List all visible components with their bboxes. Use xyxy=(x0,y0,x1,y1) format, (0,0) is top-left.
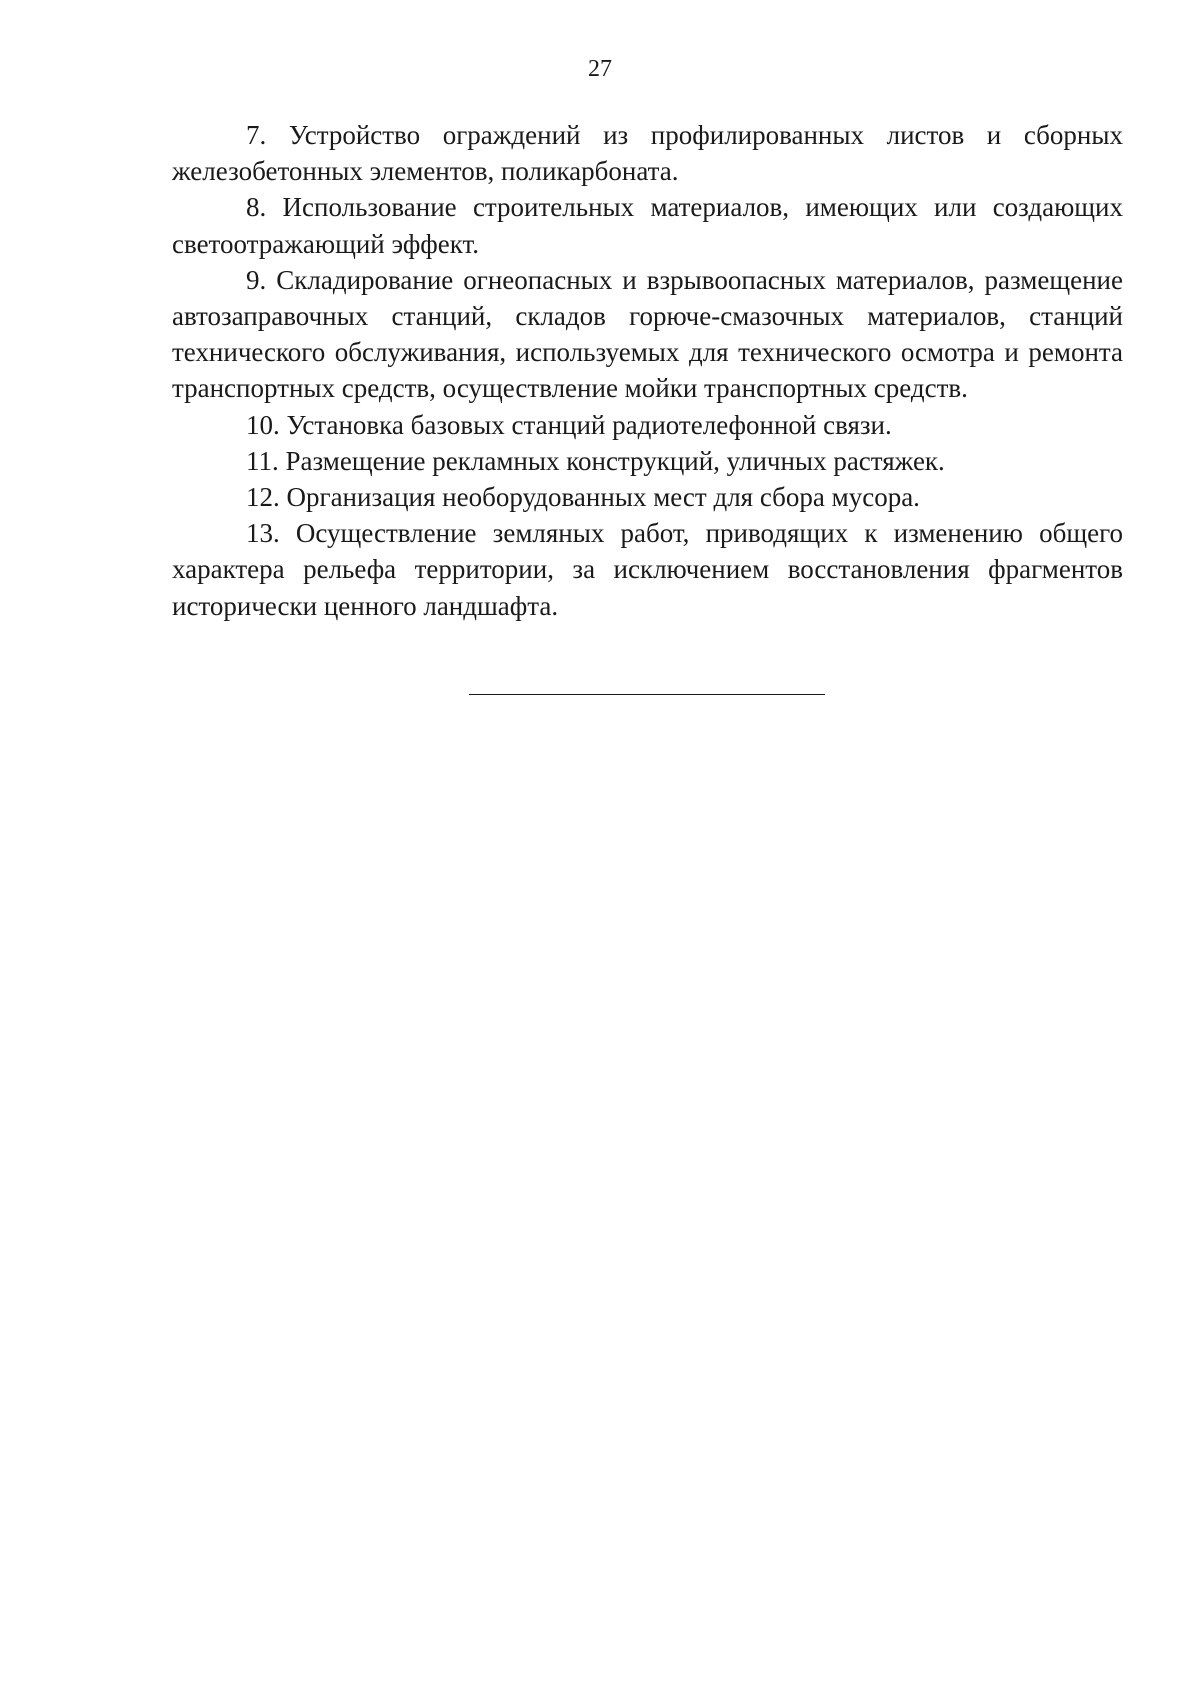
list-item-13: 13. Осуществление земляных работ, приводящих к изменению общего характера рельефа территории, за исключением восстановления фрагментов исторически ценного ландшафта. xyxy=(172,518,1123,621)
list-item-12: 12. Организация необорудованных мест для сбора мусора. xyxy=(246,482,920,513)
page-number: 27 xyxy=(588,56,612,82)
list-item-11: 11. Размещение рекламных конструкций, уличных растяжек. xyxy=(246,445,945,476)
list-item-8: 8. Использование строительных материалов, имеющих или создающих светоотражающий эффект. xyxy=(172,192,1123,259)
restrictions-list xyxy=(172,117,1123,624)
list-item-7: 7. Устройство ограждений из профилированных листов и сборных железобетонных элементов, поликарбоната. xyxy=(172,120,1123,187)
list-item-9: 9. Складирование огнеопасных и взрывоопасных материалов, размещение автозаправочных станций, складов горюче-смазочных материалов, станций технического обслуживания, используемых для технического осмотра и ремонта транспортных средств, осуществление мойки транспортных средств. xyxy=(172,264,1123,404)
list-item-10: 10. Установка базовых станций радиотелефонной связи. xyxy=(246,409,892,440)
end-divider-line xyxy=(469,694,825,695)
